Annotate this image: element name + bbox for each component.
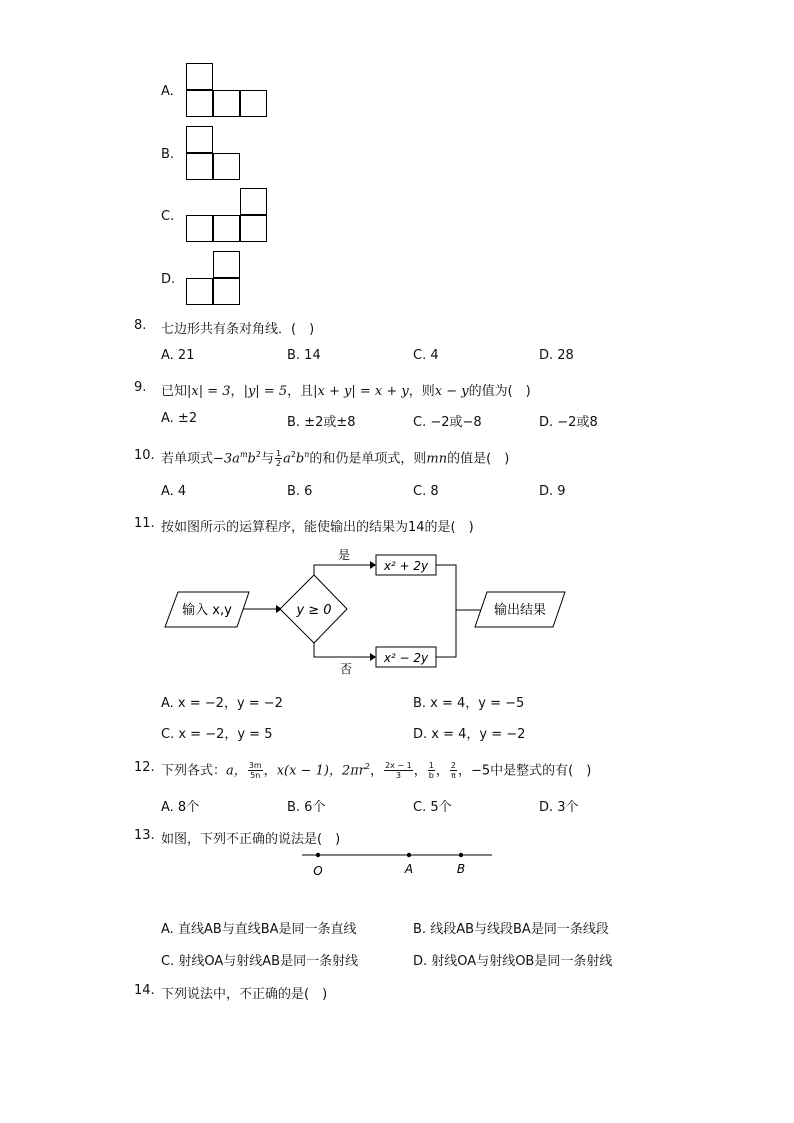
point-o-label: O [313,864,323,878]
grid-cell [186,215,213,242]
option-c[interactable]: C. 4 [413,348,439,363]
option-c[interactable]: C. −2或−8 [413,415,482,430]
point-b [459,853,463,857]
grid-cell [213,215,240,242]
question-stem: 按如图所示的运算程序，能使输出的结果为14的是( ) [161,520,474,535]
question-number: 8. [134,318,147,333]
option-c[interactable]: C. 射线OA与射线AB是同一条射线 [161,954,359,969]
grid-cell [186,278,213,305]
yes-connector [314,565,370,575]
arrow-head [370,561,376,569]
question-number: 14. [134,983,155,998]
no-connector [314,643,370,657]
grid-cell [213,278,240,305]
option-a[interactable]: A. 直线AB与直线BA是同一条直线 [161,922,357,937]
question-stem: 下列各式：a， $\frac{3m}{5n}$ ，x(x − 1)，$2\pi r^2$， $\frac{2x - 1}{3}$ ， $\frac{1}{b}$ ， $\frac{2}{\pi}$ ，−5中是整式的有( ) [161,761,592,781]
fraction-2-pi: $\frac{2}{\pi}$ [450,761,456,781]
question-number: 9. [134,380,147,395]
question-stem: 七边形共有条对角线．( ) [161,322,315,337]
option-letter: B. [161,147,175,162]
option-a[interactable]: A. 8个 [161,800,200,815]
grid-cell [186,63,213,90]
flowchart-diagram [160,540,580,680]
option-d[interactable]: D. 3个 [539,800,579,815]
fraction-2x-1-3: $\frac{2x - 1}{3}$ [385,761,412,781]
option-d[interactable]: D. 28 [539,348,574,363]
option-d[interactable]: D. 9 [539,484,566,499]
point-a [407,853,411,857]
grid-cell [213,90,240,117]
fraction-3m-5n: $\frac{3m}{5n}$ [248,761,262,781]
option-c[interactable]: C. 8 [413,484,439,499]
merge-connector [436,565,456,657]
option-a[interactable]: A. 21 [161,348,195,363]
option-b[interactable]: B. ±2或±8 [287,415,356,430]
question-number: 13. [134,828,155,843]
option-letter: D. [161,272,176,287]
option-b[interactable]: B. 6 [287,484,313,499]
question-number: 12. [134,760,155,775]
no-label: 否 [339,662,353,676]
fraction-one-half: $\frac{1}{2}$ [275,449,282,469]
option-d[interactable]: D. 射线OA与射线OB是同一条射线 [413,954,613,969]
grid-cell [213,251,240,278]
question-stem: 下列说法中，不正确的是( ) [161,987,328,1002]
no-expression: x² − 2y [383,651,429,665]
option-b[interactable]: B. 14 [287,348,321,363]
condition-label: y ≥ 0 [296,603,332,618]
question-stem: 如图，下列不正确的说法是( ) [161,832,341,847]
option-b[interactable]: B. x = 4，y = −5 [413,696,525,711]
option-a[interactable]: A. 4 [161,484,187,499]
option-letter: C. [161,209,175,224]
grid-cell [240,90,267,117]
option-a[interactable]: A. ±2 [161,411,198,426]
arrow-head [370,653,376,661]
grid-cell [186,126,213,153]
grid-cell [186,153,213,180]
option-a[interactable]: A. x = −2，y = −2 [161,696,283,711]
question-stem: 若单项式$-3a^mb^2$与 $\frac{1}{2}$ $a^2b^n$的和仍是单项式，则mn的值是( ) [161,449,510,469]
point-a-label: A [404,862,414,876]
input-label: 输入 x,y [182,603,232,618]
grid-cell [240,188,267,215]
question-stem: 已知|x| = 3，|y| = 5，且|x + y| = x + y，则x − y的值为( ) [161,384,531,399]
option-b[interactable]: B. 线段AB与线段BA是同一条线段 [413,922,609,937]
question-number: 10. [134,448,155,463]
yes-label: 是 [337,548,351,562]
output-label: 输出结果 [493,603,547,618]
option-c[interactable]: C. 5个 [413,800,452,815]
question-number: 11. [134,516,155,531]
yes-expression: x² + 2y [383,559,429,573]
point-o [316,853,320,857]
fraction-1-b: $\frac{1}{b}$ [428,761,434,781]
option-letter: A. [161,84,174,99]
grid-cell [213,153,240,180]
option-b[interactable]: B. 6个 [287,800,326,815]
option-d[interactable]: D. −2或8 [539,415,598,430]
line-diagram [300,846,496,882]
point-b-label: B [456,862,466,876]
grid-cell [186,90,213,117]
option-c[interactable]: C. x = −2，y = 5 [161,727,273,742]
option-d[interactable]: D. x = 4，y = −2 [413,727,526,742]
grid-cell [240,215,267,242]
